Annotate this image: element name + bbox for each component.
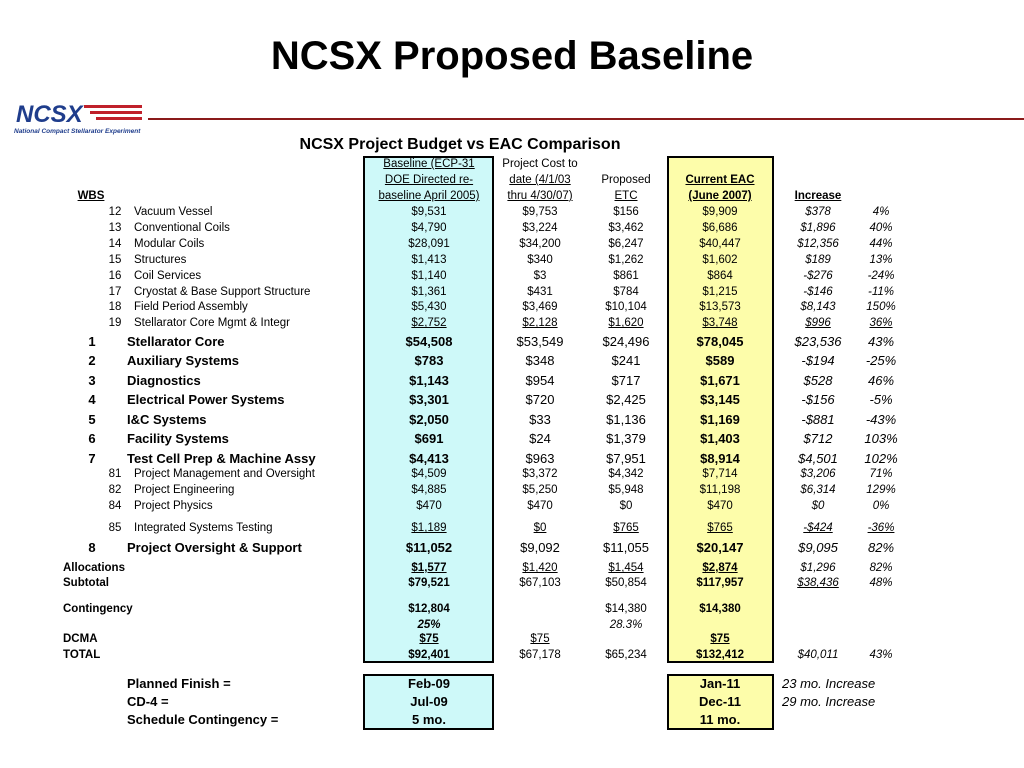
wbs-number: 1 — [88, 334, 96, 349]
total-label: DCMA — [63, 633, 98, 645]
wbs-name: Vacuum Vessel — [134, 206, 213, 218]
cost-to-date-value: $340 — [527, 254, 553, 266]
wbs-name: Project Management and Oversight — [134, 468, 315, 480]
wbs-name: Facility Systems — [127, 431, 229, 446]
baseline-value: $4,885 — [411, 484, 447, 496]
increase-percent: -24% — [867, 270, 895, 282]
etc-value: $156 — [613, 206, 639, 218]
increase-percent: 40% — [869, 222, 893, 234]
etc-value: $10,104 — [605, 301, 647, 313]
etc-value: $1,454 — [608, 562, 644, 574]
baseline-value: $3,301 — [409, 392, 449, 407]
schedule-note: 23 mo. Increase — [782, 676, 876, 691]
increase-value: $40,011 — [797, 649, 839, 661]
schedule-baseline: Jul-09 — [410, 694, 448, 709]
cost-to-date-value: $0 — [533, 522, 547, 534]
wbs-number: 3 — [88, 373, 96, 388]
increase-value: $6,314 — [800, 484, 836, 496]
baseline-value: $5,430 — [411, 301, 447, 313]
etc-value: $7,951 — [606, 451, 646, 466]
header-wbs: WBS — [77, 190, 105, 202]
increase-percent: 43% — [869, 649, 893, 661]
increase-percent: 36% — [869, 317, 893, 329]
wbs-number: 84 — [108, 500, 122, 512]
baseline-value: $2,050 — [409, 412, 449, 427]
increase-percent: -43% — [865, 412, 897, 427]
cost-to-date-value: $24 — [529, 431, 551, 446]
eac-value: $117,957 — [696, 577, 744, 589]
increase-percent: 71% — [869, 468, 893, 480]
increase-value: $528 — [803, 373, 833, 388]
cost-to-date-value: $53,549 — [516, 334, 564, 349]
page-title: NCSX Proposed Baseline — [270, 34, 754, 78]
baseline-value: $1,189 — [411, 522, 447, 534]
header-proposed-etc: Proposed — [601, 174, 651, 186]
schedule-label: Planned Finish = — [127, 676, 231, 691]
cost-to-date-value: $9,753 — [522, 206, 558, 218]
baseline-value: $9,531 — [411, 206, 447, 218]
increase-percent: 43% — [867, 334, 895, 349]
total-label: Allocations — [63, 562, 125, 574]
wbs-name: I&C Systems — [127, 412, 207, 427]
eac-value: $75 — [710, 633, 730, 645]
increase-value: -$194 — [801, 353, 835, 368]
increase-percent: -25% — [865, 353, 897, 368]
wbs-number: 16 — [108, 270, 122, 282]
header-proposed-etc: ETC — [614, 190, 638, 202]
total-label: Subtotal — [63, 577, 109, 589]
etc-value: $4,342 — [608, 468, 644, 480]
wbs-number: 13 — [108, 222, 122, 234]
baseline-value: $1,413 — [411, 254, 447, 266]
cost-to-date-value: $3,224 — [522, 222, 558, 234]
eac-value: $20,147 — [696, 540, 744, 555]
eac-value: $1,671 — [700, 373, 740, 388]
eac-value: $13,573 — [699, 301, 741, 313]
eac-value: $765 — [707, 522, 733, 534]
schedule-eac: 11 mo. — [699, 712, 741, 727]
baseline-value: $4,509 — [411, 468, 447, 480]
header-increase: Increase — [794, 190, 842, 202]
etc-value: $2,425 — [606, 392, 646, 407]
baseline-value: $470 — [416, 500, 442, 512]
wbs-name: Test Cell Prep & Machine Assy — [127, 451, 316, 466]
schedule-baseline: Feb-09 — [408, 676, 450, 691]
wbs-number: 5 — [88, 412, 96, 427]
wbs-name: Integrated Systems Testing — [134, 522, 273, 534]
total-label: Contingency — [63, 603, 133, 615]
ncsx-logo — [14, 100, 144, 136]
logo-tagline: National Compact Stellarator Experiment — [14, 128, 141, 135]
etc-value: $0 — [619, 500, 633, 512]
schedule-label: Schedule Contingency = — [127, 712, 279, 727]
etc-value: $24,496 — [602, 334, 650, 349]
wbs-number: 8 — [88, 540, 96, 555]
cost-to-date-value: $75 — [530, 633, 550, 645]
baseline-value: $691 — [414, 431, 444, 446]
schedule-eac: Jan-11 — [699, 676, 741, 691]
schedule-note: 29 mo. Increase — [782, 694, 876, 709]
etc-value: $861 — [613, 270, 639, 282]
increase-percent: 13% — [869, 254, 893, 266]
eac-value: $78,045 — [696, 334, 744, 349]
etc-value: $1,136 — [606, 412, 646, 427]
increase-value: $996 — [805, 317, 831, 329]
cost-to-date-value: $431 — [527, 286, 553, 298]
wbs-name: Electrical Power Systems — [127, 392, 285, 407]
eac-value: $8,914 — [700, 451, 740, 466]
eac-value: $7,714 — [702, 468, 738, 480]
baseline-value: $1,361 — [411, 286, 447, 298]
etc-value: $5,948 — [608, 484, 644, 496]
etc-value: $784 — [613, 286, 639, 298]
increase-value: $8,143 — [800, 301, 836, 313]
eac-value: $9,909 — [702, 206, 738, 218]
header-cost-to-date: thru 4/30/07) — [507, 190, 573, 202]
wbs-number: 7 — [88, 451, 96, 466]
wbs-name: Field Period Assembly — [134, 301, 248, 313]
cost-to-date-value: $33 — [529, 412, 551, 427]
wbs-name: Conventional Coils — [134, 222, 230, 234]
cost-to-date-value: $9,092 — [520, 540, 560, 555]
etc-value: $1,262 — [608, 254, 644, 266]
wbs-number: 19 — [108, 317, 122, 329]
cost-to-date-value: $1,420 — [522, 562, 558, 574]
increase-percent: 82% — [869, 562, 893, 574]
cost-to-date-value: $34,200 — [519, 238, 561, 250]
eac-value: $864 — [707, 270, 733, 282]
increase-percent: 0% — [872, 500, 890, 512]
baseline-value: $28,091 — [408, 238, 450, 250]
baseline-value: $4,790 — [411, 222, 447, 234]
cost-to-date-value: $3,469 — [522, 301, 558, 313]
etc-value: $765 — [613, 522, 639, 534]
header-baseline: DOE Directed re- — [384, 174, 474, 186]
increase-value: $3,206 — [800, 468, 836, 480]
header-current-eac: Current EAC — [685, 174, 755, 186]
eac-value: $1,403 — [700, 431, 740, 446]
eac-value: $6,686 — [702, 222, 738, 234]
increase-value: $0 — [811, 500, 825, 512]
baseline-percent: 25% — [417, 619, 441, 631]
eac-value: $132,412 — [696, 649, 744, 661]
increase-value: $189 — [805, 254, 831, 266]
etc-value: $241 — [611, 353, 641, 368]
wbs-name: Stellarator Core — [127, 334, 225, 349]
wbs-number: 2 — [88, 353, 96, 368]
eac-value: $40,447 — [699, 238, 741, 250]
etc-value: $1,620 — [608, 317, 644, 329]
baseline-value: $1,140 — [411, 270, 447, 282]
baseline-value: $79,521 — [408, 577, 450, 589]
eac-value: $589 — [705, 353, 735, 368]
wbs-number: 6 — [88, 431, 96, 446]
cost-to-date-value: $470 — [527, 500, 553, 512]
increase-value: $378 — [805, 206, 831, 218]
baseline-value: $1,577 — [411, 562, 447, 574]
etc-value: $11,055 — [602, 540, 650, 555]
wbs-number: 81 — [108, 468, 122, 480]
cost-to-date-value: $720 — [525, 392, 555, 407]
wbs-name: Project Physics — [134, 500, 213, 512]
increase-percent: 4% — [872, 206, 890, 218]
wbs-name: Diagnostics — [127, 373, 201, 388]
header-baseline: baseline April 2005) — [378, 190, 480, 202]
cost-to-date-value: $3 — [533, 270, 547, 282]
wbs-number: 82 — [108, 484, 122, 496]
increase-value: -$881 — [801, 412, 835, 427]
logo-text: NCSX — [16, 101, 83, 128]
cost-to-date-value: $67,103 — [519, 577, 561, 589]
increase-percent: 102% — [864, 451, 898, 466]
cost-to-date-value: $67,178 — [519, 649, 561, 661]
increase-value: -$276 — [803, 270, 833, 282]
wbs-number: 17 — [108, 286, 122, 298]
eac-value: $1,169 — [700, 412, 740, 427]
cost-to-date-value: $348 — [525, 353, 555, 368]
baseline-value: $4,413 — [409, 451, 449, 466]
total-label: TOTAL — [63, 649, 101, 661]
baseline-value: $11,052 — [405, 540, 453, 555]
increase-percent: 82% — [867, 540, 895, 555]
baseline-value: $75 — [419, 633, 439, 645]
eac-value: $11,198 — [699, 484, 741, 496]
increase-percent: 48% — [869, 577, 893, 589]
etc-value: $717 — [611, 373, 641, 388]
wbs-name: Project Engineering — [134, 484, 235, 496]
etc-percent: 28.3% — [609, 619, 643, 631]
cost-to-date-value: $963 — [525, 451, 555, 466]
increase-value: -$146 — [803, 286, 833, 298]
increase-percent: 46% — [867, 373, 895, 388]
eac-value: $3,748 — [702, 317, 738, 329]
baseline-value: $1,143 — [409, 373, 449, 388]
title-rule — [148, 118, 1024, 120]
eac-value: $1,215 — [702, 286, 738, 298]
baseline-value: $54,508 — [405, 334, 453, 349]
increase-percent: 103% — [864, 431, 898, 446]
wbs-name: Project Oversight & Support — [127, 540, 302, 555]
increase-value: -$156 — [801, 392, 835, 407]
cost-to-date-value: $954 — [525, 373, 555, 388]
etc-value: $14,380 — [605, 603, 647, 615]
increase-value: $4,501 — [798, 451, 838, 466]
baseline-value: $12,804 — [408, 603, 450, 615]
header-cost-to-date: Project Cost to — [502, 158, 578, 170]
schedule-label: CD-4 = — [127, 694, 169, 709]
baseline-value: $2,752 — [411, 317, 447, 329]
wbs-name: Cryostat & Base Support Structure — [134, 286, 311, 298]
schedule-eac: Dec-11 — [699, 694, 741, 709]
increase-value: $9,095 — [798, 540, 838, 555]
etc-value: $50,854 — [605, 577, 647, 589]
wbs-number: 18 — [108, 301, 122, 313]
eac-value: $3,145 — [700, 392, 740, 407]
header-cost-to-date: date (4/1/03 — [509, 174, 571, 186]
header-baseline: Baseline (ECP-31 — [383, 158, 475, 170]
cost-to-date-value: $3,372 — [522, 468, 558, 480]
cost-to-date-value: $5,250 — [522, 484, 558, 496]
increase-value: $1,296 — [800, 562, 836, 574]
increase-percent: 129% — [866, 484, 896, 496]
etc-value: $1,379 — [606, 431, 646, 446]
increase-value: -$424 — [803, 522, 833, 534]
table-title: NCSX Project Budget vs EAC Comparison — [299, 136, 621, 153]
wbs-name: Auxiliary Systems — [127, 353, 240, 368]
wbs-number: 85 — [108, 522, 122, 534]
wbs-number: 15 — [108, 254, 122, 266]
etc-value: $6,247 — [608, 238, 644, 250]
increase-value: $23,536 — [794, 334, 842, 349]
etc-value: $65,234 — [605, 649, 647, 661]
wbs-name: Modular Coils — [134, 238, 205, 250]
wbs-name: Coil Services — [134, 270, 202, 282]
increase-value: $12,356 — [797, 238, 839, 250]
baseline-value: $92,401 — [408, 649, 450, 661]
increase-value: $712 — [803, 431, 833, 446]
increase-value: $1,896 — [800, 222, 836, 234]
schedule-baseline: 5 mo. — [412, 712, 446, 727]
header-current-eac: (June 2007) — [688, 190, 752, 202]
eac-value: $2,874 — [702, 562, 738, 574]
increase-percent: -11% — [868, 286, 894, 298]
wbs-number: 14 — [108, 238, 122, 250]
cost-to-date-value: $2,128 — [522, 317, 558, 329]
eac-value: $14,380 — [699, 603, 741, 615]
increase-percent: 150% — [866, 301, 896, 313]
increase-percent: 44% — [869, 238, 893, 250]
increase-value: $38,436 — [797, 577, 839, 589]
baseline-value: $783 — [414, 353, 444, 368]
wbs-number: 12 — [108, 206, 122, 218]
etc-value: $3,462 — [608, 222, 644, 234]
eac-value: $1,602 — [702, 254, 738, 266]
increase-percent: -5% — [869, 392, 893, 407]
wbs-number: 4 — [88, 392, 96, 407]
wbs-name: Structures — [134, 254, 187, 266]
wbs-name: Stellarator Core Mgmt & Integr — [134, 317, 290, 329]
eac-value: $470 — [707, 500, 733, 512]
increase-percent: -36% — [867, 522, 895, 534]
